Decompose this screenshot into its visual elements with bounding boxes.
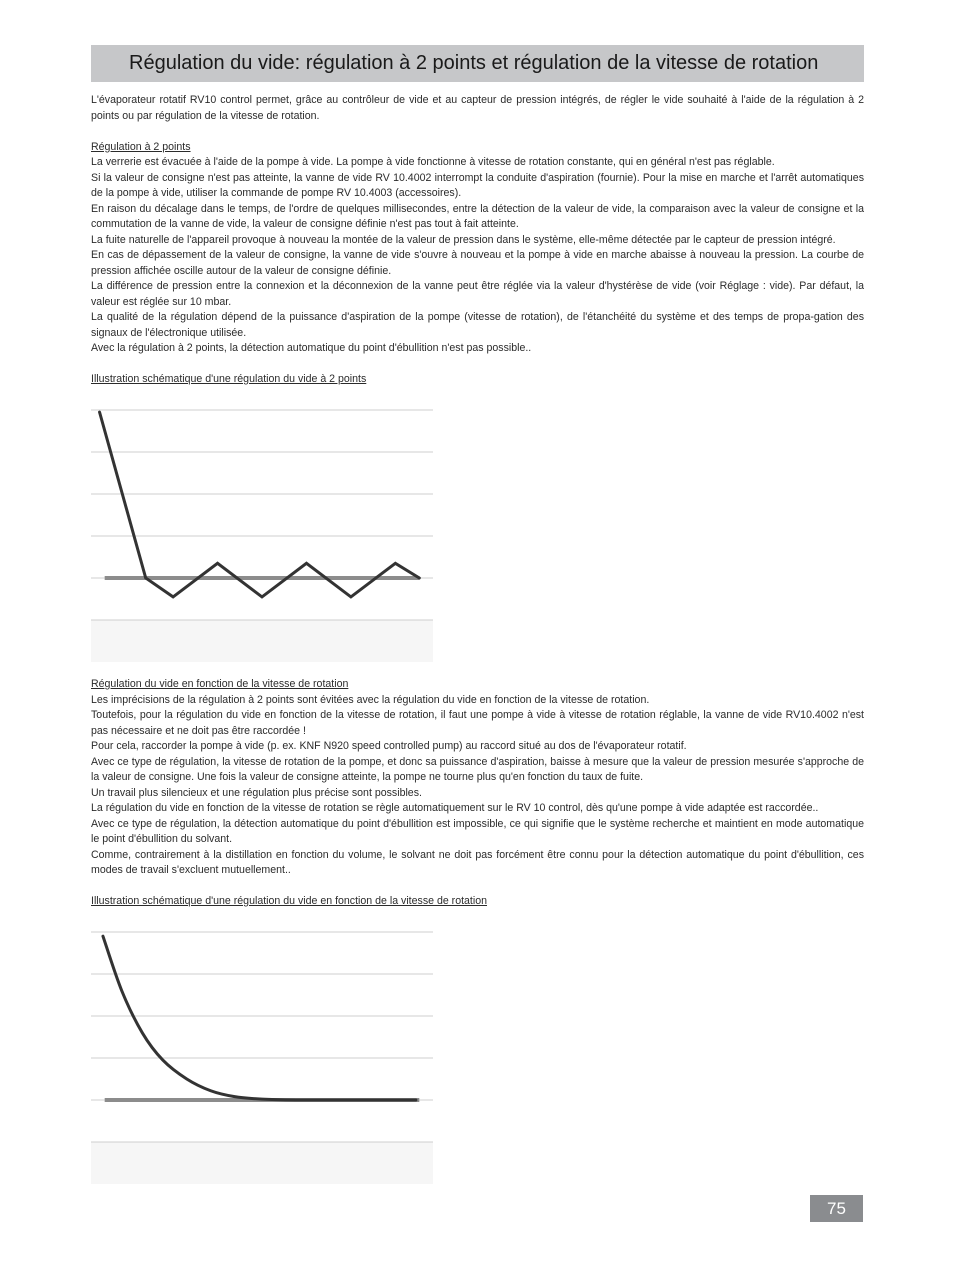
- pressure-curve: [103, 936, 416, 1100]
- paragraph: La qualité de la régulation dépend de la puissance d'aspiration de la pompe (vitesse de rotation), de l'étanchéité du système et des temps de propa-gation des signaux de l'électronique utilisée.: [91, 311, 864, 339]
- page-number: 75: [810, 1195, 863, 1222]
- paragraph: La différence de pression entre la connexion et la déconnexion de la vanne peut être réglée via la valeur d'hystérèse de vide (voir Réglage : vide). Par défaut, la valeur est réglée sur 10 mbar.: [91, 280, 864, 308]
- paragraph: Un travail plus silencieux et une régulation plus précise sont possibles.: [91, 786, 422, 799]
- page-title: Régulation du vide: régulation à 2 points et régulation de la vitesse de rotation: [129, 52, 819, 74]
- paragraph: Si la valeur de consigne n'est pas atteinte, la vanne de vide RV 10.4002 interrompt la conduite d'aspiration (fournie). Pour la mise en marche et l'arrêt automatiques de la pompe à vide, utiliser la commande de pompe RV 10.4003 (accessoires).: [91, 171, 864, 199]
- paragraph: En cas de dépassement de la valeur de consigne, la vanne de vide s'ouvre à nouveau et la pompe à vide en marche abaisse à nouveau la pression. La courbe de pression affichée oscille autour de la valeur de consigne définie.: [91, 249, 864, 277]
- figure-caption-speed: Illustration schématique d'une régulation du vide en fonction de la vitesse de rotation: [91, 895, 488, 907]
- chart-speed: [91, 930, 435, 1186]
- plot-bottom-band: [91, 1142, 433, 1184]
- paragraph: Toutefois, pour la régulation du vide en fonction de la vitesse de rotation, il faut une pompe à vide à vitesse de rotation réglable, la vanne de vide RV10.4002 n'est pas nécessaire et ne doit pas être raccordée !: [91, 709, 864, 737]
- section-2-point: [91, 93, 864, 388]
- paragraph: Comme, contrairement à la distillation en fonction du volume, le solvant ne doit pas forcément être connu pour la détection automatique du point d'ébullition, ces modes de travail s'excluent mutuellement..: [91, 848, 864, 876]
- paragraph: La verrerie est évacuée à l'aide de la pompe à vide. La pompe à vide fonctionne à vitesse de rotation constante, qui en général n'est pas réglable.: [91, 156, 775, 168]
- section-heading-speed: Régulation du vide en fonction de la vitesse de rotation: [91, 678, 349, 690]
- paragraph: Pour cela, raccorder la pompe à vide (p. ex. KNF N920 speed controlled pump) au raccord situé au dos de l'évaporateur rotatif.: [91, 740, 687, 752]
- paragraph: La régulation du vide en fonction de la vitesse de rotation se règle automatiquement sur le RV 10 control, dès qu'une pompe à vide adaptée est raccordée..: [91, 802, 819, 814]
- chart-2-point: [91, 408, 435, 664]
- chart-2-point-svg: [91, 408, 435, 664]
- paragraph: Avec ce type de régulation, la détection automatique du point d'ébullition est impossible, ce qui signifie que le système recherche et maintient en mode automatique le point d'ébullition du solvant.: [91, 817, 864, 845]
- paragraph: En raison du décalage dans le temps, de l'ordre de quelques millisecondes, entre la détection de la valeur de vide, la comparaison avec la valeur de consigne et la commutation de la vanne de vide, la valeur de consigne définie n'est pas tout à fait atteinte.: [91, 202, 864, 230]
- paragraph: La fuite naturelle de l'appareil provoque à nouveau la montée de la valeur de pression dans le système, elle-même détectée par le capteur de pression intégré.: [91, 233, 836, 246]
- paragraph: Avec la régulation à 2 points, la détection automatique du point d'ébullition n'est pas possible..: [91, 342, 532, 354]
- section-heading-2-point: Régulation à 2 points: [91, 140, 191, 153]
- paragraph: Avec ce type de régulation, la vitesse de rotation de la pompe, et donc sa puissance d'aspiration, baisse à mesure que la valeur de pression mesurée s'approche de la valeur de consigne. Une fois la valeur de consigne atteinte, la pompe ne tourne plus qu'en fonction du taux de fuite.: [91, 755, 864, 783]
- paragraph: Les imprécisions de la régulation à 2 points sont évitées avec la régulation du vide en fonction de la vitesse de rotation.: [91, 693, 650, 706]
- pressure-curve: [100, 412, 420, 597]
- title-bar: [91, 45, 864, 82]
- chart-speed-svg: [91, 930, 435, 1186]
- figure-caption-2-point: Illustration schématique d'une régulation du vide à 2 points: [91, 373, 367, 385]
- plot-bottom-band: [91, 620, 433, 662]
- section-speed: [91, 677, 864, 910]
- intro-paragraph: L'évaporateur rotatif RV10 control permet, grâce au contrôleur de vide et au capteur de pression intégrés, de régler le vide souhaité à l'aide de la régulation à 2 points ou par régulation de la vitesse de rotation.: [91, 94, 864, 122]
